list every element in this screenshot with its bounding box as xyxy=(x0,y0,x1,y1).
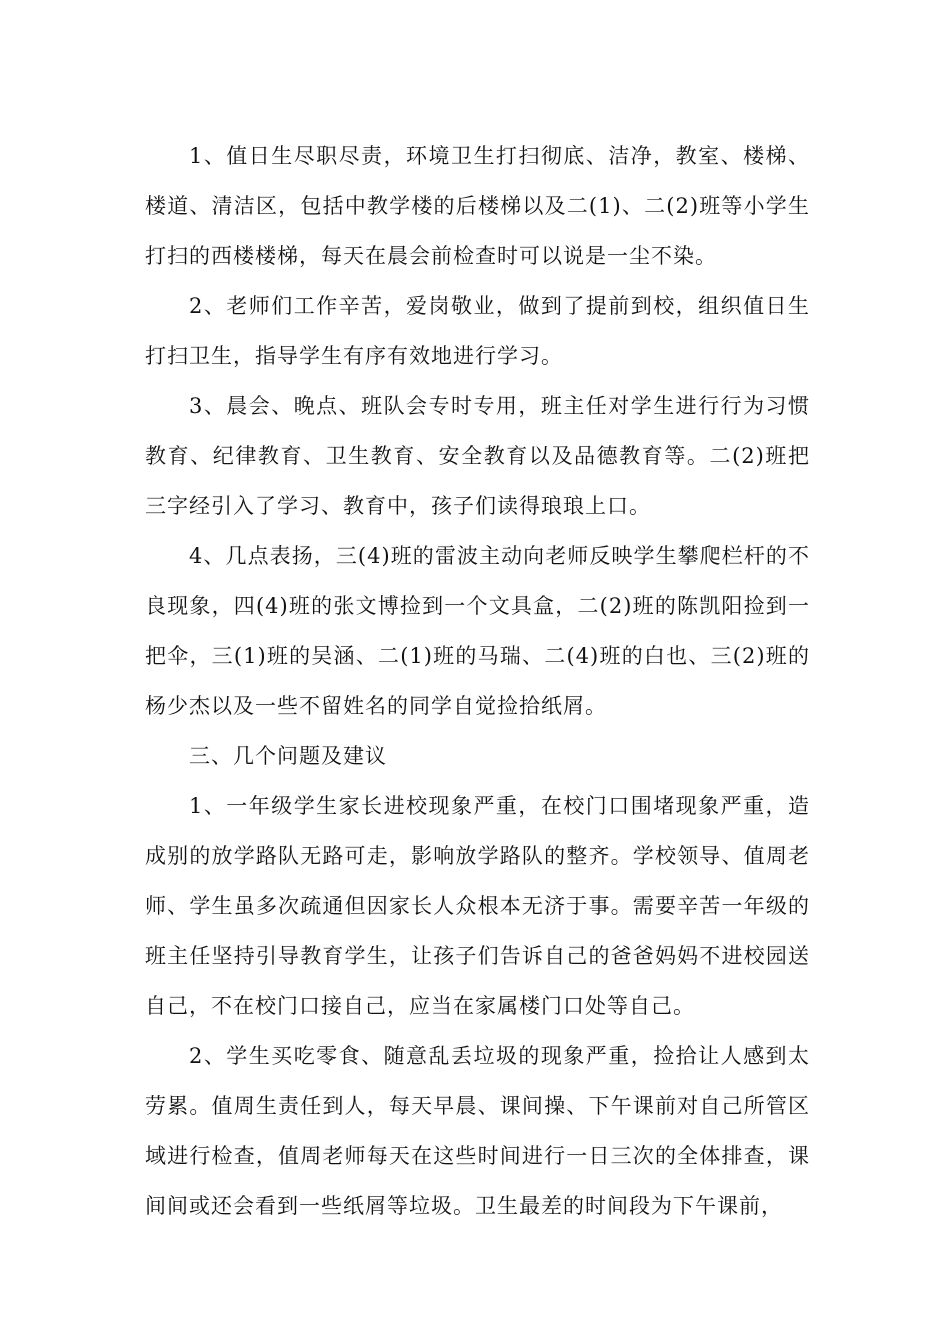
paragraph-litter: 2、学生买吃零食、随意乱丢垃圾的现象严重，捡拾让人感到太劳累。值周生责任到人，每天早晨、课间操、下午课前对自己所管区域进行检查，值周老师每天在这些时间进行一日三次的全体排查，课间间或还会看到一些纸屑等垃圾。卫生最差的时间段为下午课前， xyxy=(145,1044,810,1218)
paragraph-teachers: 2、老师们工作辛苦，爱岗敬业，做到了提前到校，组织值日生打扫卫生，指导学生有序有效地进行学习。 xyxy=(145,294,810,368)
section-heading-problems: 三、几个问题及建议 xyxy=(189,744,387,768)
paragraph-parents-at-gate: 1、一年级学生家长进校现象严重，在校门口围堵现象严重，造成别的放学路队无路可走，影响放学路队的整齐。学校领导、值周老师、学生虽多次疏通但因家长人众根本无济于事。需要辛苦一年级的班主任坚持引导教育学生，让孩子们告诉自己的爸爸妈妈不进校园送自己，不在校门口接自己，应当在家属楼门口处等自己。 xyxy=(145,794,810,1018)
paragraph-class-meetings: 3、晨会、晚点、班队会专时专用，班主任对学生进行行为习惯教育、纪律教育、卫生教育、安全教育以及品德教育等。二(2)班把三字经引入了学习、教育中，孩子们读得琅琅上口。 xyxy=(145,394,810,518)
paragraph-commendations: 4、几点表扬，三(4)班的雷波主动向老师反映学生攀爬栏杆的不良现象，四(4)班的张文博捡到一个文具盒，二(2)班的陈凯阳捡到一把伞，三(1)班的吴涵、二(1)班的马瑞、二(4)班的白也、三(2)班的杨少杰以及一些不留姓名的同学自觉捡拾纸屑。 xyxy=(145,544,810,718)
paragraph-duty-students: 1、值日生尽职尽责，环境卫生打扫彻底、洁净，教室、楼梯、楼道、清洁区，包括中教学楼的后楼梯以及二(1)、二(2)班等小学生打扫的西楼楼梯，每天在晨会前检查时可以说是一尘不染。 xyxy=(145,144,810,268)
document-body xyxy=(145,131,810,1231)
